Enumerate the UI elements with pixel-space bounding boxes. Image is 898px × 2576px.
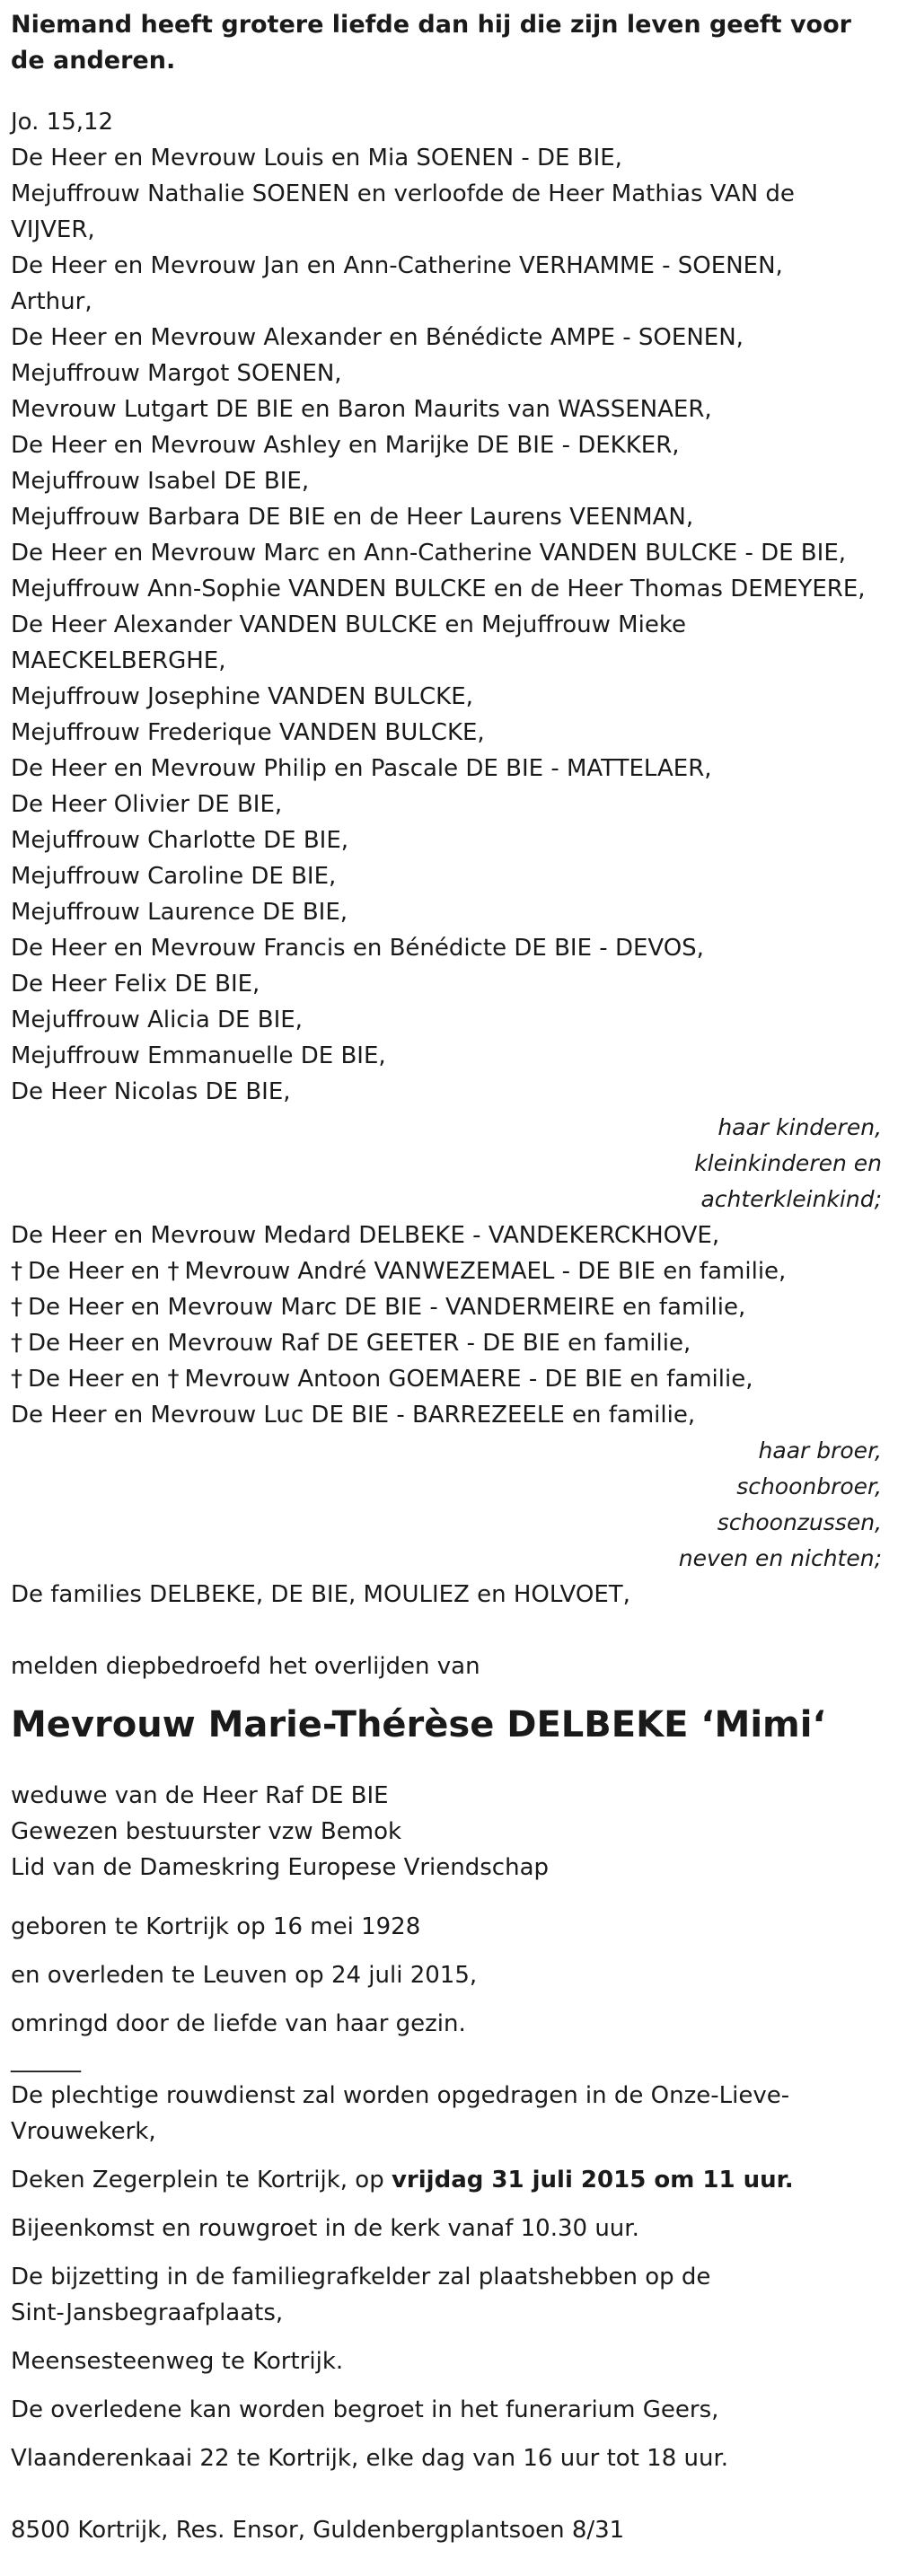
list-item: Mejuffrouw Ann-Sophie VANDEN BULCKE en de Heer Thomas DEMEYERE, xyxy=(11,576,866,602)
list-item: VIJVER, xyxy=(11,216,95,243)
death-line: en overleden te Leuven op 24 juli 2015, xyxy=(11,1962,478,1989)
list-item xyxy=(11,1289,887,1325)
service-line: De overledene kan worden begroet in het funerarium Geers, xyxy=(11,2396,719,2423)
list-item: De Heer en Mevrouw Luc DE BIE - BARREZEELE en familie, xyxy=(11,1402,696,1429)
list-item: De Heer en Mevrouw Medard DELBEKE - VANDEKERCKHOVE, xyxy=(11,1222,720,1249)
birth-line: geboren te Kortrijk op 16 mei 1928 xyxy=(11,1913,421,1940)
service-line xyxy=(11,2162,887,2198)
list-item: Mejuffrouw Emmanuelle DE BIE, xyxy=(11,1042,386,1069)
service-line: Vlaanderenkaai 22 te Kortrijk, elke dag van 16 uur tot 18 uur. xyxy=(11,2445,729,2472)
list-item xyxy=(11,1361,887,1397)
list-item: Mejuffrouw Caroline DE BIE, xyxy=(11,863,337,890)
service-line: Sint-Jansbegraafplaats, xyxy=(11,2299,284,2326)
list-item-text: De Heer en Mevrouw Raf DE GEETER - DE BIE en familie, xyxy=(28,1330,691,1357)
relation-line: schoonzussen, xyxy=(717,1509,882,1535)
list-item xyxy=(11,1253,887,1289)
service-line: Meensesteenweg te Kortrijk. xyxy=(11,2348,344,2375)
list-item-text: De Heer en xyxy=(28,1366,161,1393)
role-line: Gewezen bestuurster vzw Bemok xyxy=(11,1818,402,1845)
bible-quote: Niemand heeft grotere liefde dan hij die zijn leven geeft voor de anderen. xyxy=(11,11,851,75)
widow-line: weduwe van de Heer Raf DE BIE xyxy=(11,1782,389,1809)
list-item: De Heer en Mevrouw Alexander en Bénédicte AMPE - SOENEN, xyxy=(11,324,744,351)
service-details xyxy=(11,2078,887,2476)
list-item: De Heer en Mevrouw Marc en Ann-Catherine VANDEN BULCKE - DE BIE, xyxy=(11,540,847,567)
children-relation xyxy=(11,1110,887,1218)
relation-line: neven en nichten; xyxy=(678,1545,882,1571)
list-item: Mejuffrouw Charlotte DE BIE, xyxy=(11,827,349,854)
divider: ______ xyxy=(11,2046,81,2073)
list-item: De Heer en Mevrouw Francis en Bénédicte DE BIE - DEVOS, xyxy=(11,935,704,962)
announcement: melden diepbedroefd het overlijden van xyxy=(11,1653,480,1680)
list-item: Mejuffrouw Josephine VANDEN BULCKE, xyxy=(11,683,473,710)
service-date: vrijdag 31 juli 2015 om 11 uur. xyxy=(391,2167,794,2194)
cross-icon: † xyxy=(11,1366,22,1393)
relation-line: haar kinderen, xyxy=(718,1114,882,1140)
role-line: Lid van de Dameskring Europese Vriendschap xyxy=(11,1854,550,1881)
list-item: Mejuffrouw Laurence DE BIE, xyxy=(11,899,348,926)
list-item: De Heer Alexander VANDEN BULCKE en Mejuffrouw Mieke xyxy=(11,611,686,638)
service-line: Vrouwekerk, xyxy=(11,2118,156,2145)
families-line: De families DELBEKE, DE BIE, MOULIEZ en HOLVOET, xyxy=(11,1581,630,1608)
list-item-text: De Heer en Mevrouw Marc DE BIE - VANDERMEIRE en familie, xyxy=(28,1294,746,1321)
service-line: De plechtige rouwdienst zal worden opgedragen in de Onze-Lieve- xyxy=(11,2082,790,2109)
list-item: De Heer en Mevrouw Philip en Pascale DE BIE - MATTELAER, xyxy=(11,755,712,782)
service-line: De bijzetting in de familiegrafkelder zal plaatshebben op de xyxy=(11,2264,711,2290)
list-item: Mejuffrouw Isabel DE BIE, xyxy=(11,468,310,495)
list-item: MAECKELBERGHE, xyxy=(11,647,226,674)
address-line: 8500 Kortrijk, Res. Ensor, Guldenbergplantsoen 8/31 xyxy=(11,2517,625,2544)
list-item xyxy=(11,1325,887,1361)
service-location: Deken Zegerplein te Kortrijk, op xyxy=(11,2167,392,2194)
deceased-name: Mevrouw Marie-Thérèse DELBEKE ‘Mimi‘ xyxy=(11,1704,826,1745)
service-line: Bijeenkomst en rouwgroet in de kerk vanaf 10.30 uur. xyxy=(11,2215,639,2242)
list-item: De Heer Felix DE BIE, xyxy=(11,971,260,998)
list-item: Mejuffrouw Alicia DE BIE, xyxy=(11,1007,303,1033)
list-item: Mejuffrouw Barbara DE BIE en de Heer Laurens VEENMAN, xyxy=(11,504,694,531)
cross-icon: † xyxy=(11,1330,22,1357)
bible-reference: Jo. 15,12 xyxy=(11,109,114,136)
list-item: De Heer en Mevrouw Jan en Ann-Catherine VERHAMME - SOENEN, xyxy=(11,252,783,279)
list-item: De Heer Olivier DE BIE, xyxy=(11,791,283,818)
cross-icon: † xyxy=(167,1258,180,1285)
relation-line: haar broer, xyxy=(758,1437,882,1464)
list-item: De Heer en Mevrouw Louis en Mia SOENEN - DE BIE, xyxy=(11,145,622,171)
list-item: De Heer Nicolas DE BIE, xyxy=(11,1078,291,1105)
siblings-list xyxy=(11,1218,887,1433)
list-item-text: De Heer en xyxy=(28,1258,161,1285)
surrounded-line: omringd door de liefde van haar gezin. xyxy=(11,2010,466,2037)
list-item: Mejuffrouw Frederique VANDEN BULCKE, xyxy=(11,719,485,746)
list-item: De Heer en Mevrouw Ashley en Marijke DE BIE - DEKKER, xyxy=(11,432,680,459)
relation-line: achterkleinkind; xyxy=(700,1186,882,1212)
list-item-text: Mevrouw Antoon GOEMAERE - DE BIE en familie, xyxy=(184,1366,753,1393)
children-list xyxy=(11,140,887,1110)
list-item: Mejuffrouw Margot SOENEN, xyxy=(11,360,342,387)
cross-icon: † xyxy=(167,1366,180,1393)
list-item: Arthur, xyxy=(11,288,92,315)
relation-line: kleinkinderen en xyxy=(694,1150,882,1176)
cross-icon: † xyxy=(11,1294,22,1321)
cross-icon: † xyxy=(11,1258,22,1285)
siblings-relation xyxy=(11,1433,887,1577)
list-item-text: Mevrouw André VANWEZEMAEL - DE BIE en familie, xyxy=(184,1258,787,1285)
list-item: Mejuffrouw Nathalie SOENEN en verloofde de Heer Mathias VAN de xyxy=(11,180,795,207)
relation-line: schoonbroer, xyxy=(736,1473,882,1499)
list-item: Mevrouw Lutgart DE BIE en Baron Maurits van WASSENAER, xyxy=(11,396,712,423)
